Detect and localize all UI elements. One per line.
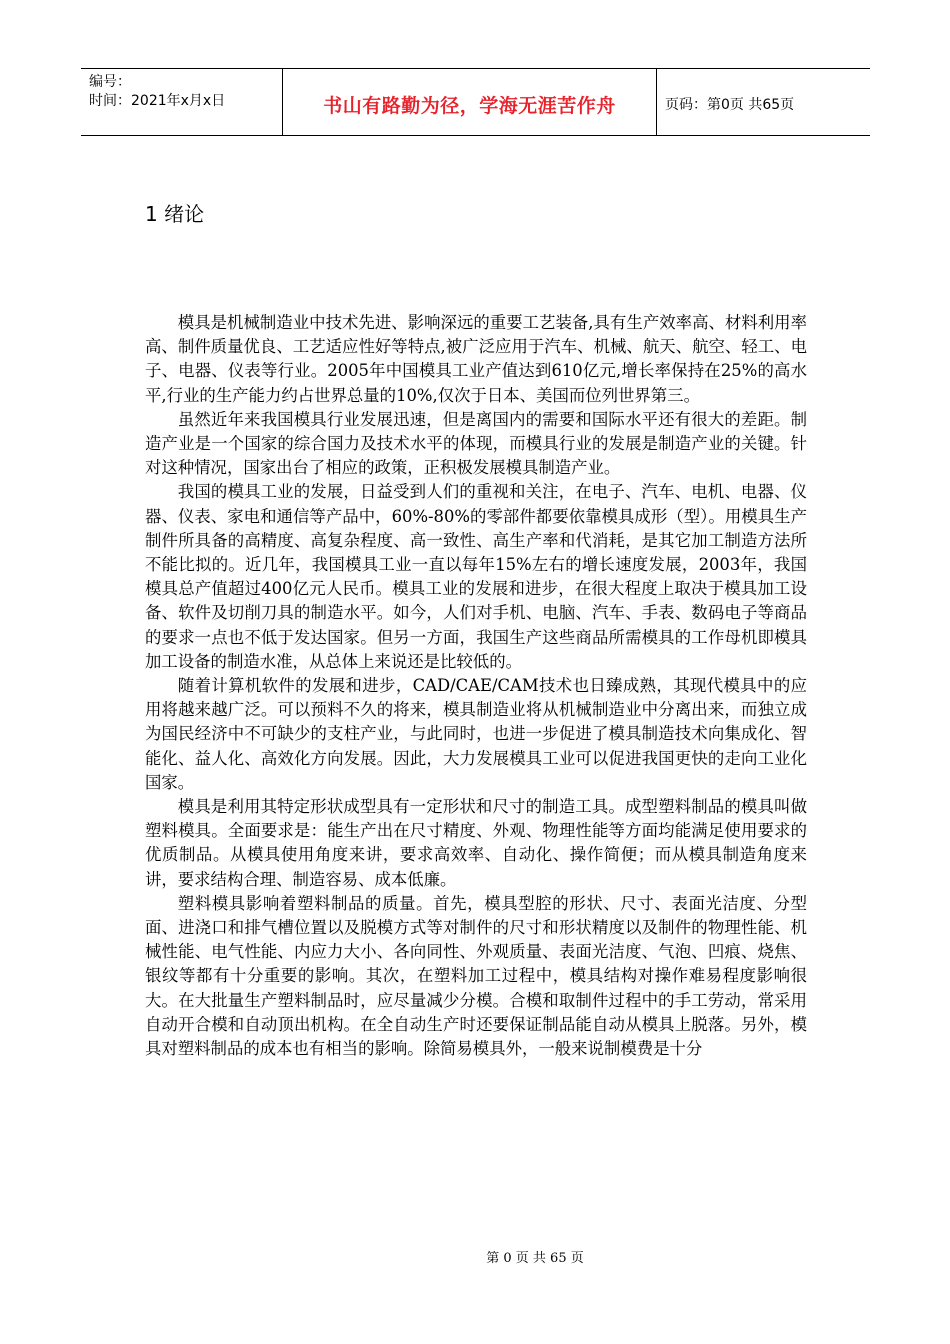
body-text <box>145 311 807 1061</box>
paragraph: 模具是利用其特定形状成型具有一定形状和尺寸的制造工具。成型塑料制品的模具叫做塑料模具。全面要求是：能生产出在尺寸精度、外观、物理性能等方面均能满足使用要求的优质制品。从模具使用角度来讲，要求高效率、自动化、操作简便；而从模具制造角度来讲，要求结构合理、制造容易、成本低廉。 <box>145 797 807 889</box>
motto-text: 书山有路勤为径，学海无涯苦作舟 <box>323 94 616 117</box>
paragraph: 虽然近年来我国模具行业发展迅速，但是离国内的需要和国际水平还有很大的差距。制造产业是一个国家的综合国力及技术水平的体现，而模具行业的发展是制造产业的关键。针对这种情况，国家出台了相应的政策，正积极发展模具制造产业。 <box>145 409 807 478</box>
paragraph: 模具是机械制造业中技术先进、影响深远的重要工艺装备,具有生产效率高、材料利用率高、制件质量优良、工艺适应性好等特点,被广泛应用于汽车、机械、航天、航空、轻工、电子、电器、仪表等行业。2005年中国模具工业产值达到610亿元,增长率保持在25%的高水平,行业的生产能力约占世界总量的10%,仅次于日本、美国而位列世界第三。 <box>145 313 807 405</box>
page-info-text: 页码：第0页 共65页 <box>665 97 795 113</box>
section-title: 1 绪论 <box>145 202 205 226</box>
paragraph: 我国的模具工业的发展，日益受到人们的重视和关注，在电子、汽车、电机、电器、仪器、仪表、家电和通信等产品中，60%-80%的零部件都要依靠模具成形（型）。用模具生产制件所具备的高精度、高复杂程度、高一致性、高生产率和代消耗，是其它加工制造方法所不能比拟的。近几年，我国模具工业一直以每年15%左右的增长速度发展，2003年，我国模具总产值超过400亿元人民币。模具工业的发展和进步，在很大程度上取决于模具加工设备、软件及切削刀具的制造水平。如今，人们对手机、电脑、汽车、手表、数码电子等商品的要求一点也不低于发达国家。但另一方面，我国生产这些商品所需模具的工作母机即模具加工设备的制造水准，从总体上来说还是比较低的。 <box>145 482 807 671</box>
time-label: 时间：2021年x月x日 <box>89 93 226 109</box>
header-meta <box>81 69 283 135</box>
header-motto-cell <box>283 69 657 135</box>
number-label: 编号： <box>89 74 131 90</box>
page-footer <box>0 1247 950 1266</box>
page-header <box>81 68 870 136</box>
paragraph: 随着计算机软件的发展和进步，CAD/CAE/CAM技术也日臻成熟，其现代模具中的应用将越来越广泛。可以预料不久的将来，模具制造业将从机械制造业中分离出来，而独立成为国民经济中不可缺少的支柱产业，与此同时，也进一步促进了模具制造技术向集成化、智能化、益人化、高效化方向发展。因此，大力发展模具工业可以促进我国更快的走向工业化国家。 <box>145 676 807 792</box>
paragraph: 塑料模具影响着塑料制品的质量。首先，模具型腔的形状、尺寸、表面光洁度、分型面、进浇口和排气槽位置以及脱模方式等对制件的尺寸和形状精度以及制件的物理性能、机械性能、电气性能、内应力大小、各向同性、外观质量、表面光洁度、气泡、凹痕、烧焦、银纹等都有十分重要的影响。其次，在塑料加工过程中，模具结构对操作难易程度影响很大。在大批量生产塑料制品时，应尽量减少分模。合模和取制件过程中的手工劳动，常采用自动开合模和自动顶出机构。在全自动生产时还要保证制品能自动从模具上脱落。另外，模具对塑料制品的成本也有相当的影响。除简易模具外，一般来说制模费是十分 <box>145 893 807 1059</box>
header-page-info <box>657 69 870 135</box>
footer-page-number: 第 0 页 共 65 页 <box>486 1251 584 1266</box>
